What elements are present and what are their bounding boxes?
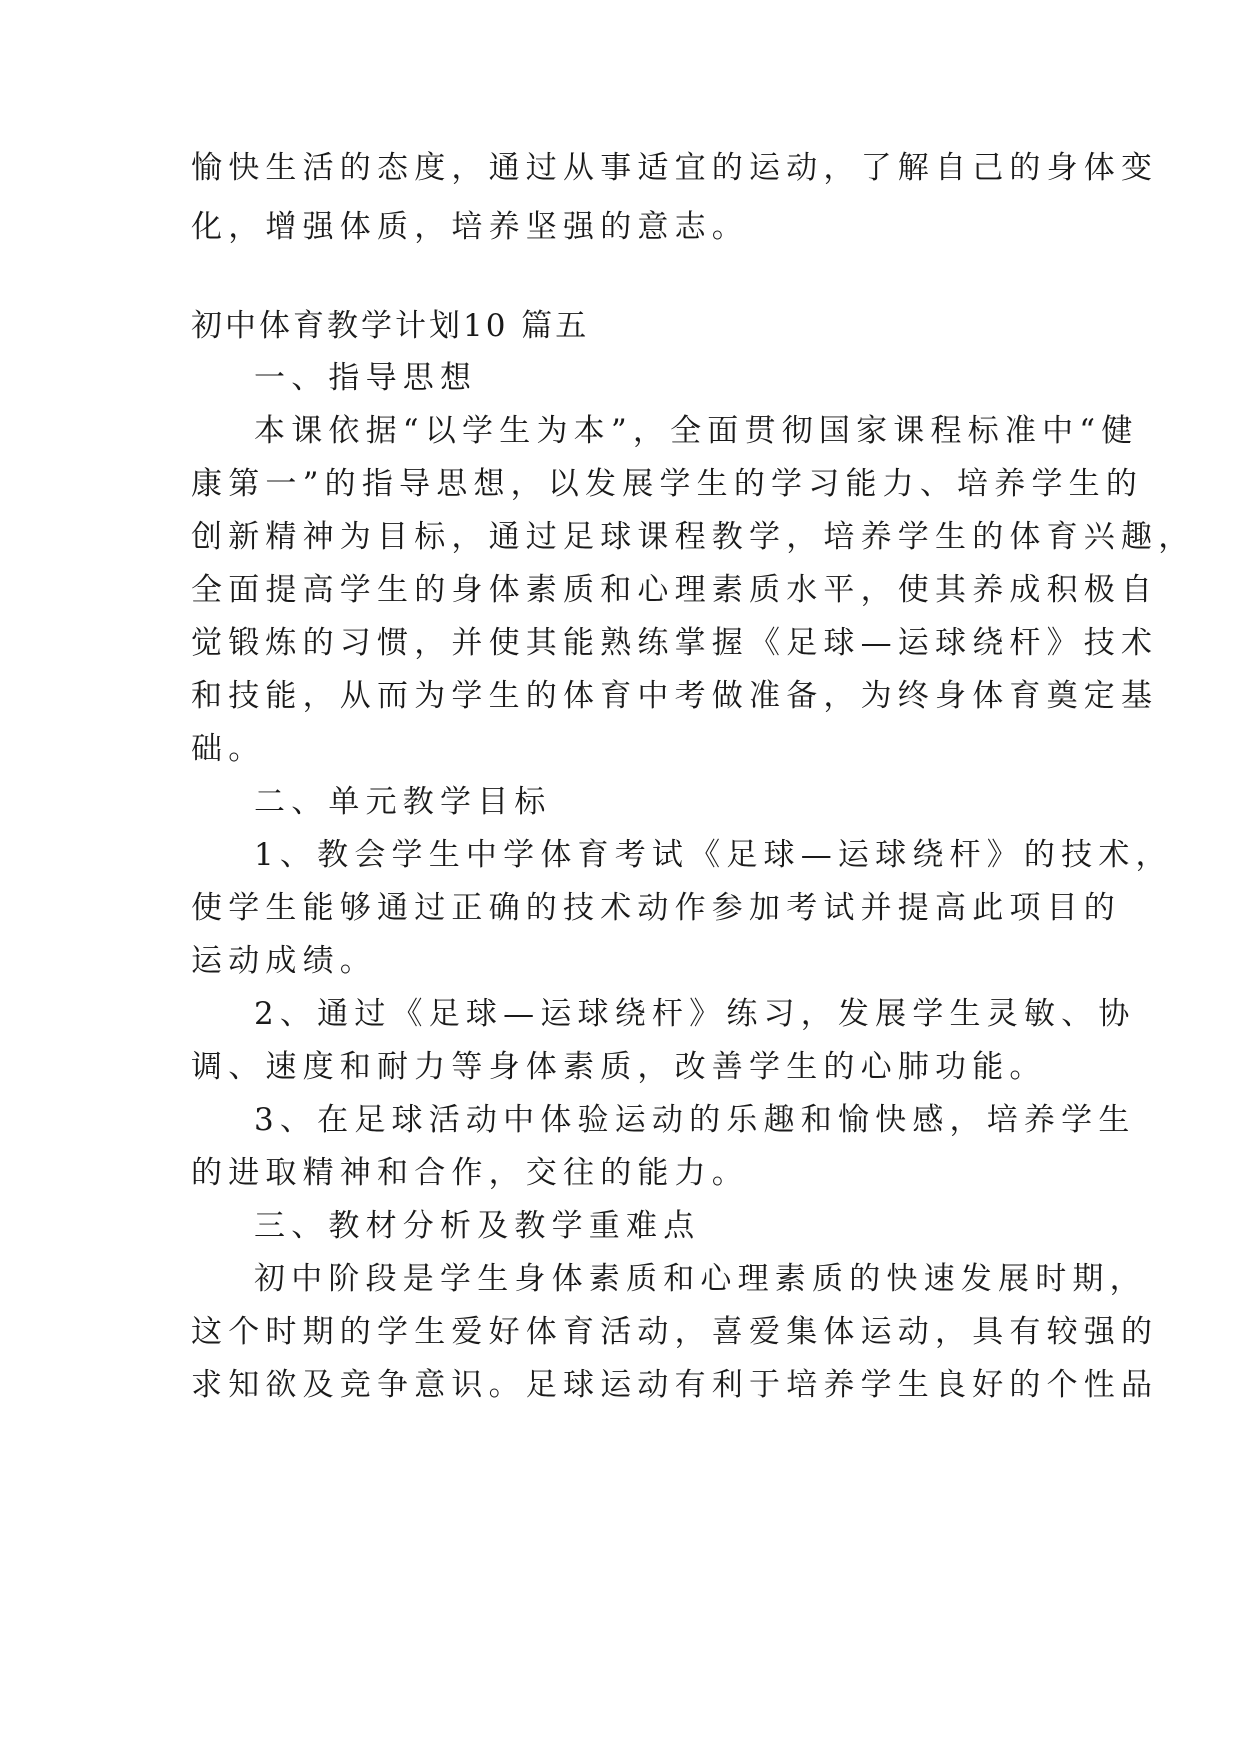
text-line: 创新精神为目标，通过足球课程教学，培养学生的体育兴趣， <box>191 519 1196 555</box>
text-line: 觉锻炼的习惯，并使其能熟练掌握《足球—运球绕杆》技术 <box>191 625 1159 661</box>
text-line: 这个时期的学生爱好体育活动，喜爱集体运动，具有较强的 <box>191 1314 1159 1350</box>
heading-material-analysis: 三、教材分析及教学重难点 <box>254 1208 701 1244</box>
text-line: 础。 <box>191 731 266 767</box>
text-line: 1、教会学生中学体育考试《足球—运球绕杆》的技术， <box>254 837 1173 873</box>
text-line: 使学生能够通过正确的技术动作参加考试并提高此项目的 <box>191 890 1121 926</box>
text-line: 调、速度和耐力等身体素质，改善学生的心肺功能。 <box>191 1049 1047 1085</box>
text-line: 的进取精神和合作，交往的能力。 <box>191 1155 749 1191</box>
text-line: 本课依据“以学生为本”，全面贯彻国家课程标准中“健 <box>254 413 1139 449</box>
heading-unit-goals: 二、单元教学目标 <box>254 784 552 820</box>
text-line: 2、通过《足球—运球绕杆》练习，发展学生灵敏、协 <box>254 996 1136 1032</box>
text-line: 运动成绩。 <box>191 943 377 979</box>
text-line: 愉快生活的态度，通过从事适宜的运动，了解自己的身体变 <box>191 150 1159 186</box>
text-line: 初中阶段是学生身体素质和心理素质的快速发展时期， <box>254 1261 1147 1297</box>
text-line: 全面提高学生的身体素质和心理素质水平，使其养成积极自 <box>191 572 1159 608</box>
text-line: 康第一”的指导思想，以发展学生的学习能力、培养学生的 <box>191 466 1144 502</box>
text-line: 和技能，从而为学生的体育中考做准备，为终身体育奠定基 <box>191 678 1159 714</box>
heading-guiding-ideology: 一、指导思想 <box>254 360 478 396</box>
text-line: 3、在足球活动中体验运动的乐趣和愉快感，培养学生 <box>254 1102 1136 1138</box>
text-line: 化，增强体质，培养坚强的意志。 <box>191 209 749 245</box>
text-line: 求知欲及竞争意识。足球运动有利于培养学生良好的个性品 <box>191 1367 1159 1403</box>
section-title: 初中体育教学计划10 篇五 <box>191 308 590 344</box>
